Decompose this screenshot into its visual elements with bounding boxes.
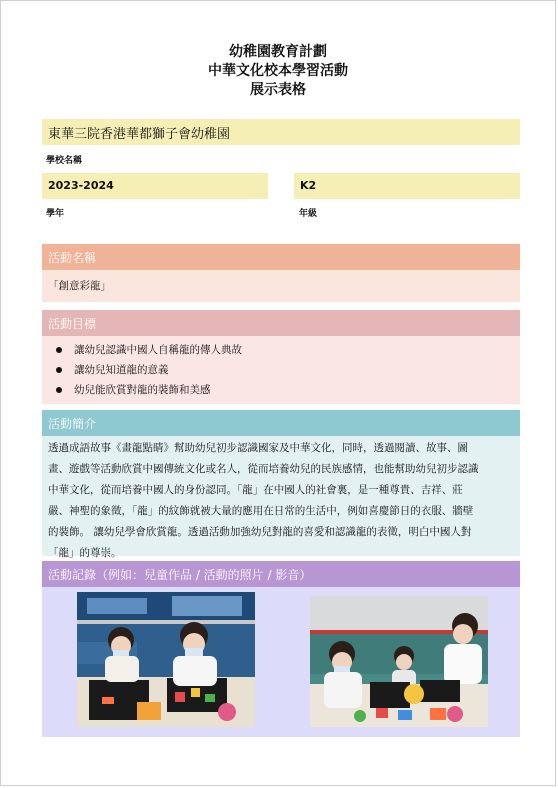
activity-name-heading: 活動名稱 xyxy=(42,244,520,270)
grade-label: 年級 xyxy=(299,209,318,219)
school-year-label: 學年 xyxy=(46,209,65,219)
title-line-3: 展示表格 xyxy=(250,82,306,98)
intro-line: 中華文化，從而培養中國人的身份認同。「龍」在中國人的社會裏，是一種尊貴、吉祥、莊 xyxy=(48,484,463,496)
objectives-list xyxy=(48,340,514,400)
intro-line: 的裝飾。 讓幼兒學會欣賞龍。透過活動加強幼兒對龍的喜愛和認識龍的表徵，明白中國人對 xyxy=(48,526,472,538)
school-year-field: 2023-2024 xyxy=(42,173,268,199)
grade-field: K2 xyxy=(294,173,520,199)
title-line-1: 幼稚園教育計劃 xyxy=(229,44,327,60)
records-heading: 活動記錄（例如：兒童作品 / 活動的照片 / 影音） xyxy=(42,561,520,587)
objective-item: 幼兒能欣賞對龍的裝飾和美感 xyxy=(48,380,514,400)
intro-line: 畫、遊戲等活動欣賞中國傳統文化或名人，從而培養幼兒的民族感情，也能幫助幼兒初步認識 xyxy=(48,463,479,475)
school-name-field: 東華三院香港華都獅子會幼稚園 xyxy=(42,119,520,145)
objective-item: 讓幼兒認識中國人自稱龍的傳人典故 xyxy=(48,340,514,360)
objective-item: 讓幼兒知道龍的意義 xyxy=(48,360,514,380)
intro-body xyxy=(42,436,520,559)
intro-line: 透過成語故事《畫龍點睛》幫助幼兒初步認識國家及中華文化，同時，透過閱讀、故事、圖 xyxy=(48,442,468,454)
intro-line: 嚴、神聖的象徵，「龍」的紋飾就被大量的應用在日常的生活中，例如喜慶節日的衣服、牆壁 xyxy=(48,505,474,517)
school-name-label: 學校名稱 xyxy=(46,156,83,166)
page-title xyxy=(1,43,555,100)
activity-photo-1 xyxy=(77,592,255,727)
intro-line: 「龍」的尊崇。 xyxy=(48,547,122,559)
title-line-2: 中華文化校本學習活動 xyxy=(208,63,348,79)
intro-heading: 活動簡介 xyxy=(42,410,520,436)
objectives-body xyxy=(42,336,520,404)
activity-name-value: 「創意彩龍」 xyxy=(42,270,520,302)
objectives-heading: 活動目標 xyxy=(42,310,520,336)
activity-photo-2 xyxy=(310,596,488,727)
